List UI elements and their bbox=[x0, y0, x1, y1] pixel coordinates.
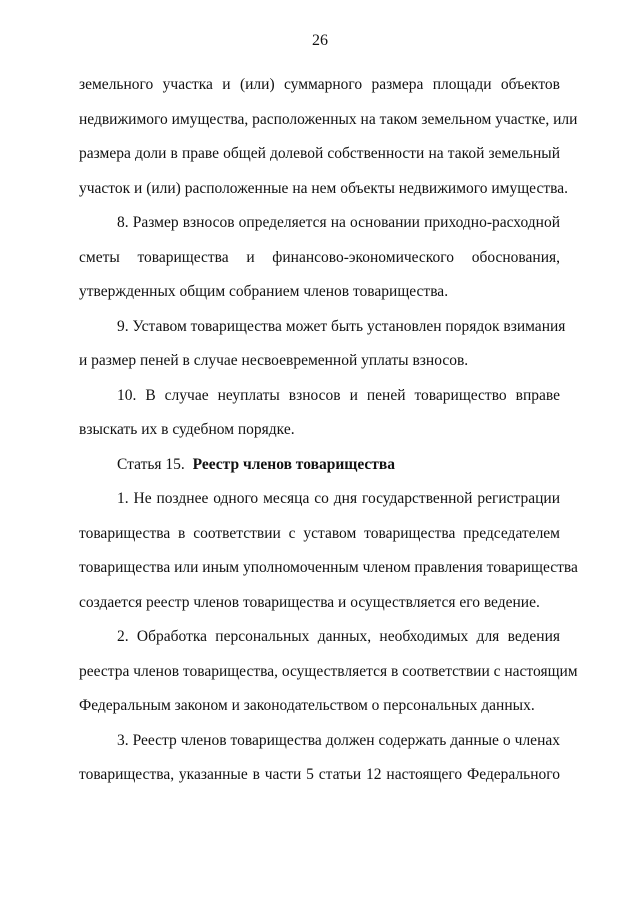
text-line: реестра членов товарищества, осуществляется в соответствии с настоящим bbox=[79, 662, 578, 680]
article-heading bbox=[79, 448, 560, 483]
text-line: сметы товарищества и финансово-экономического обоснования, bbox=[79, 248, 560, 266]
article-title: Реестр членов товарищества bbox=[192, 455, 396, 473]
text-line: Федеральным законом и законодательством о персональных данных. bbox=[79, 697, 535, 714]
text-line: 2. Обработка персональных данных, необходимых для ведения bbox=[117, 628, 560, 645]
text-line: 1. Не позднее одного месяца со дня государственной регистрации bbox=[117, 490, 560, 507]
text-line: взыскать их в судебном порядке. bbox=[79, 421, 295, 438]
paragraph-9 bbox=[79, 310, 566, 379]
text-line: товарищества в соответствии с уставом товарищества председателем bbox=[79, 524, 560, 542]
page-number: 26 bbox=[312, 32, 328, 49]
article-paragraph-2 bbox=[79, 620, 578, 724]
text-line: 8. Размер взносов определяется на основании приходно-расходной bbox=[117, 214, 560, 231]
text-line: 3. Реестр членов товарищества должен содержать данные о членах bbox=[117, 731, 560, 749]
text-line: земельного участка и (или) суммарного размера площади объектов bbox=[79, 76, 560, 93]
article-number: Статья 15. bbox=[117, 455, 185, 473]
text-line: товарищества или иным уполномоченным членом правления товарищества bbox=[79, 559, 578, 576]
article-paragraph-3 bbox=[79, 724, 560, 793]
text-line: участок и (или) расположенные на нем объекты недвижимого имущества. bbox=[79, 179, 568, 197]
text-line: товарищества, указанные в части 5 статьи 12 настоящего Федерального bbox=[79, 766, 560, 783]
text-line: создается реестр членов товарищества и осуществляется его ведение. bbox=[79, 593, 540, 611]
text-line: 10. В случае неуплаты взносов и пеней товарищество вправе bbox=[117, 386, 560, 404]
text-line: недвижимого имущества, расположенных на таком земельном участке, или bbox=[79, 110, 578, 128]
article-paragraph-1 bbox=[79, 482, 578, 620]
paragraph-10 bbox=[79, 379, 560, 448]
text-line: размера доли в праве общей долевой собственности на такой земельный bbox=[79, 145, 560, 162]
document-body bbox=[79, 68, 578, 793]
paragraph-8 bbox=[79, 206, 560, 310]
paragraph-continuation bbox=[79, 68, 578, 206]
text-line: и размер пеней в случае несвоевременной уплаты взносов. bbox=[79, 352, 469, 369]
text-line: 9. Уставом товарищества может быть установлен порядок взимания bbox=[117, 317, 566, 335]
text-line: утвержденных общим собранием членов товарищества. bbox=[79, 283, 449, 300]
